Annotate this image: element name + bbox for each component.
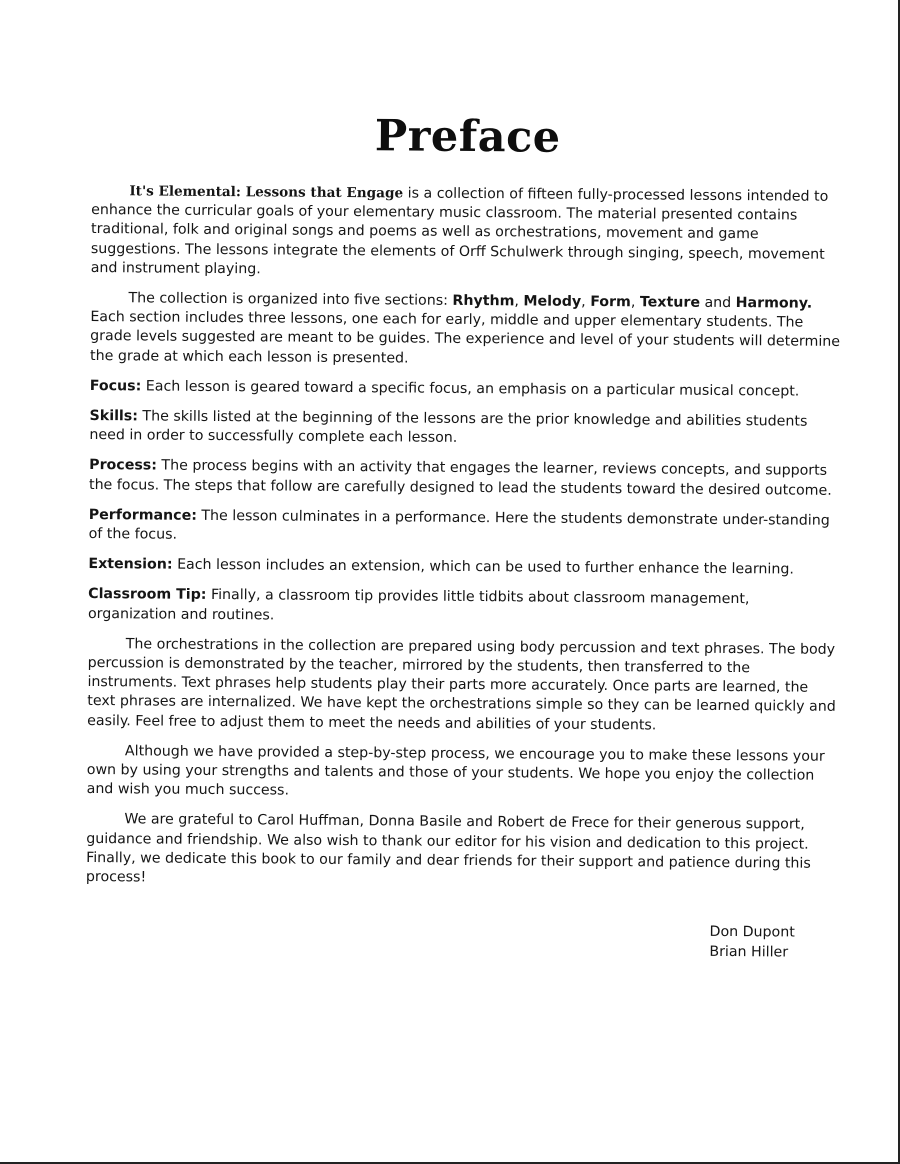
definition-text: The process begins with an activity that engages the learner, reviews concepts, and supports the focus. The steps that follow are carefully designed to lead the students toward the desired outcome. <box>88 457 832 499</box>
definition-term: Classroom Tip: <box>88 586 207 604</box>
definition-process <box>89 456 841 500</box>
orchestrations-paragraph: The orchestrations in the collection are prepared using body percussion and text phrases. The body percussion is demonstrated by the teacher, mirrored by the students, then transferred to the instruments. Text phrases help students play their parts more accurately. Once parts are learned, the text phrases are internalized. We have kept the orchestrations simple so they can be learned quickly and easily. Feel free to adjust them to meet the needs and abilities of your students. <box>87 636 836 734</box>
definition-text: Each lesson is geared toward a specific focus, an emphasis on a particular musical concept. <box>141 378 800 400</box>
definition-extension <box>88 555 840 580</box>
sections-comma: , <box>514 293 524 310</box>
sections-lead: The collection is organized into five sections: <box>128 290 453 309</box>
definition-term: Focus: <box>89 377 142 395</box>
definition-text: The lesson culminates in a performance. Here the students demonstrate under-standing of the focus. <box>88 507 830 543</box>
intro-text: is a collection of fifteen fully-processed lessons intended to enhance the curricular goals of your elementary music classroom. The material presented contains traditional, folk and original songs and poems as well as orchestrations, movement and game suggestions. The lessons integrate the elements of Orff Schulwerk through singing, speech, movement and instrument playing. <box>90 185 829 278</box>
definition-term: Performance: <box>88 506 197 524</box>
definition-focus <box>90 377 842 402</box>
preface-content <box>85 108 844 963</box>
sections-and: and <box>699 294 736 312</box>
sections-rest: Each section includes three lessons, one each for early, middle and upper elementary students. The grade levels suggested are meant to be guides. The experience and level of your students will determine the grade at which each lesson is presented. <box>89 309 841 367</box>
sections-period: . <box>806 295 813 312</box>
definition-classroom-tip <box>88 585 840 629</box>
sections-comma: , <box>581 293 591 310</box>
sections-comma: , <box>630 294 640 311</box>
section-name-form: Form <box>590 293 631 311</box>
page-title: Preface <box>374 111 561 163</box>
definition-term: Skills: <box>89 408 139 425</box>
definition-skills <box>89 407 841 451</box>
definition-term: Process: <box>89 457 158 474</box>
author-name: Don Dupont <box>709 924 795 941</box>
definition-text: Finally, a classroom tip provides little tidbits about classroom management, organization and routines. <box>87 587 750 624</box>
author-name: Brian Hiller <box>709 944 789 961</box>
sections-paragraph <box>90 289 843 372</box>
definition-text: Each lesson includes an extension, which can be used to further enhance the learning. <box>172 556 794 578</box>
section-name-rhythm: Rhythm <box>452 292 515 310</box>
section-name-melody: Melody <box>523 293 582 310</box>
definition-performance <box>89 506 841 550</box>
section-name-harmony: Harmony <box>735 295 807 312</box>
definition-text: The skills listed at the beginning of the lessons are the prior knowledge and abilities students need in order to successfully complete each lesson. <box>89 408 808 447</box>
section-name-texture: Texture <box>639 294 701 311</box>
definition-term: Extension: <box>88 556 173 573</box>
intro-paragraph <box>91 182 844 284</box>
encouragement-paragraph: Although we have provided a step-by-step process, we encourage you to make these lessons your own by using your strengths and talents and those of your students. We hope you enjoy the collection and wish you much success. <box>86 743 825 799</box>
acknowledgements-paragraph: We are grateful to Carol Huffman, Donna Basile and Robert de Frece for their generous support, guidance and friendship. We also wish to thank our editor for his vision and dedication to this project. Finally, we dedicate this book to our family and dear friends for their support and patience during this process! <box>85 811 811 886</box>
book-title: It's Elemental: Lessons that Engage <box>129 183 404 202</box>
author-signature <box>709 922 837 963</box>
